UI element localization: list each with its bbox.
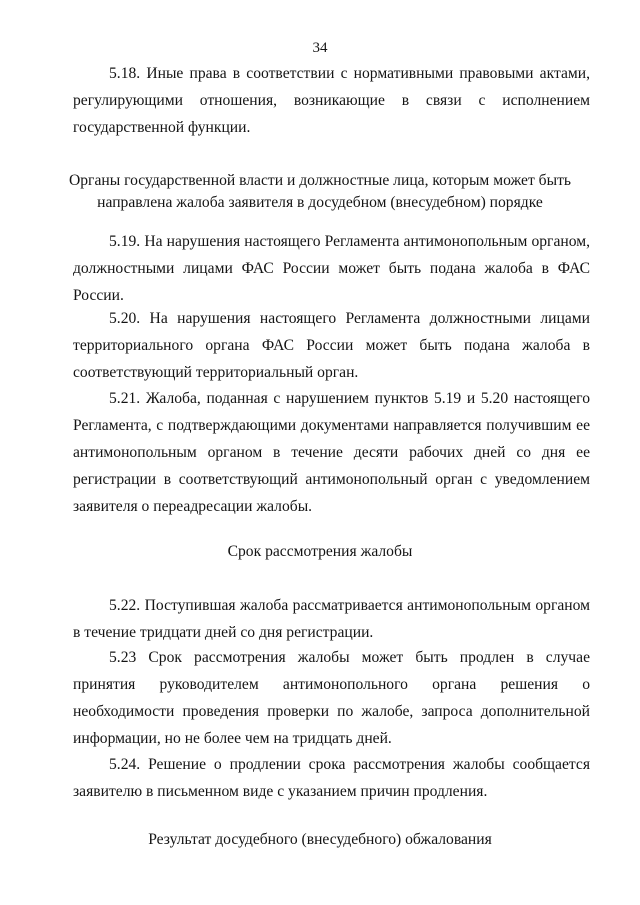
page-number: 34 (312, 40, 328, 56)
section-heading-result: Результат досудебного (внесудебного) обжалования (148, 831, 492, 848)
paragraph-5-24: 5.24. Решение о продлении срока рассмотрения жалобы сообщается заявителю в письменном виде с указанием причин продления. (73, 756, 590, 800)
paragraph-5-18: 5.18. Иные права в соответствии с нормативными правовыми актами, регулирующими отношения, возникающие в связи с исполнением государственной функции. (73, 65, 590, 136)
paragraph-5-22: 5.22. Поступившая жалоба рассматривается антимонопольным органом в течение тридцати дней со дня регистрации. (73, 597, 590, 641)
section-heading-authorities: Органы государственной власти и должностные лица, которым может быть направлена жалоба заявителя в досудебном (внесудебном) порядке (68, 172, 572, 211)
paragraph-5-20: 5.20. На нарушения настоящего Регламента должностными лицами территориального органа ФАС России может быть подана жалоба в соответствующий территориальный орган. (73, 310, 590, 381)
paragraph-5-21: 5.21. Жалоба, поданная с нарушением пунктов 5.19 и 5.20 настоящего Регламента, с подтверждающими документами направляется получившим ее антимонопольным органом в течение десяти рабочих дней со дня ее регистрации в соответствующий антимонопольный орган с уведомлением заявителя о переадресации жалобы. (73, 390, 590, 515)
paragraph-5-19: 5.19. На нарушения настоящего Регламента антимонопольным органом, должностными лицами ФАС России может быть подана жалоба в ФАС России. (73, 233, 590, 304)
section-heading-review-period: Срок рассмотрения жалобы (227, 543, 413, 560)
paragraph-5-23: 5.23 Срок рассмотрения жалобы может быть продлен в случае принятия руководителем антимонопольного органа решения о необходимости проведения проверки по жалобе, запроса дополнительной информации, но не более чем на тридцать дней. (73, 649, 590, 747)
